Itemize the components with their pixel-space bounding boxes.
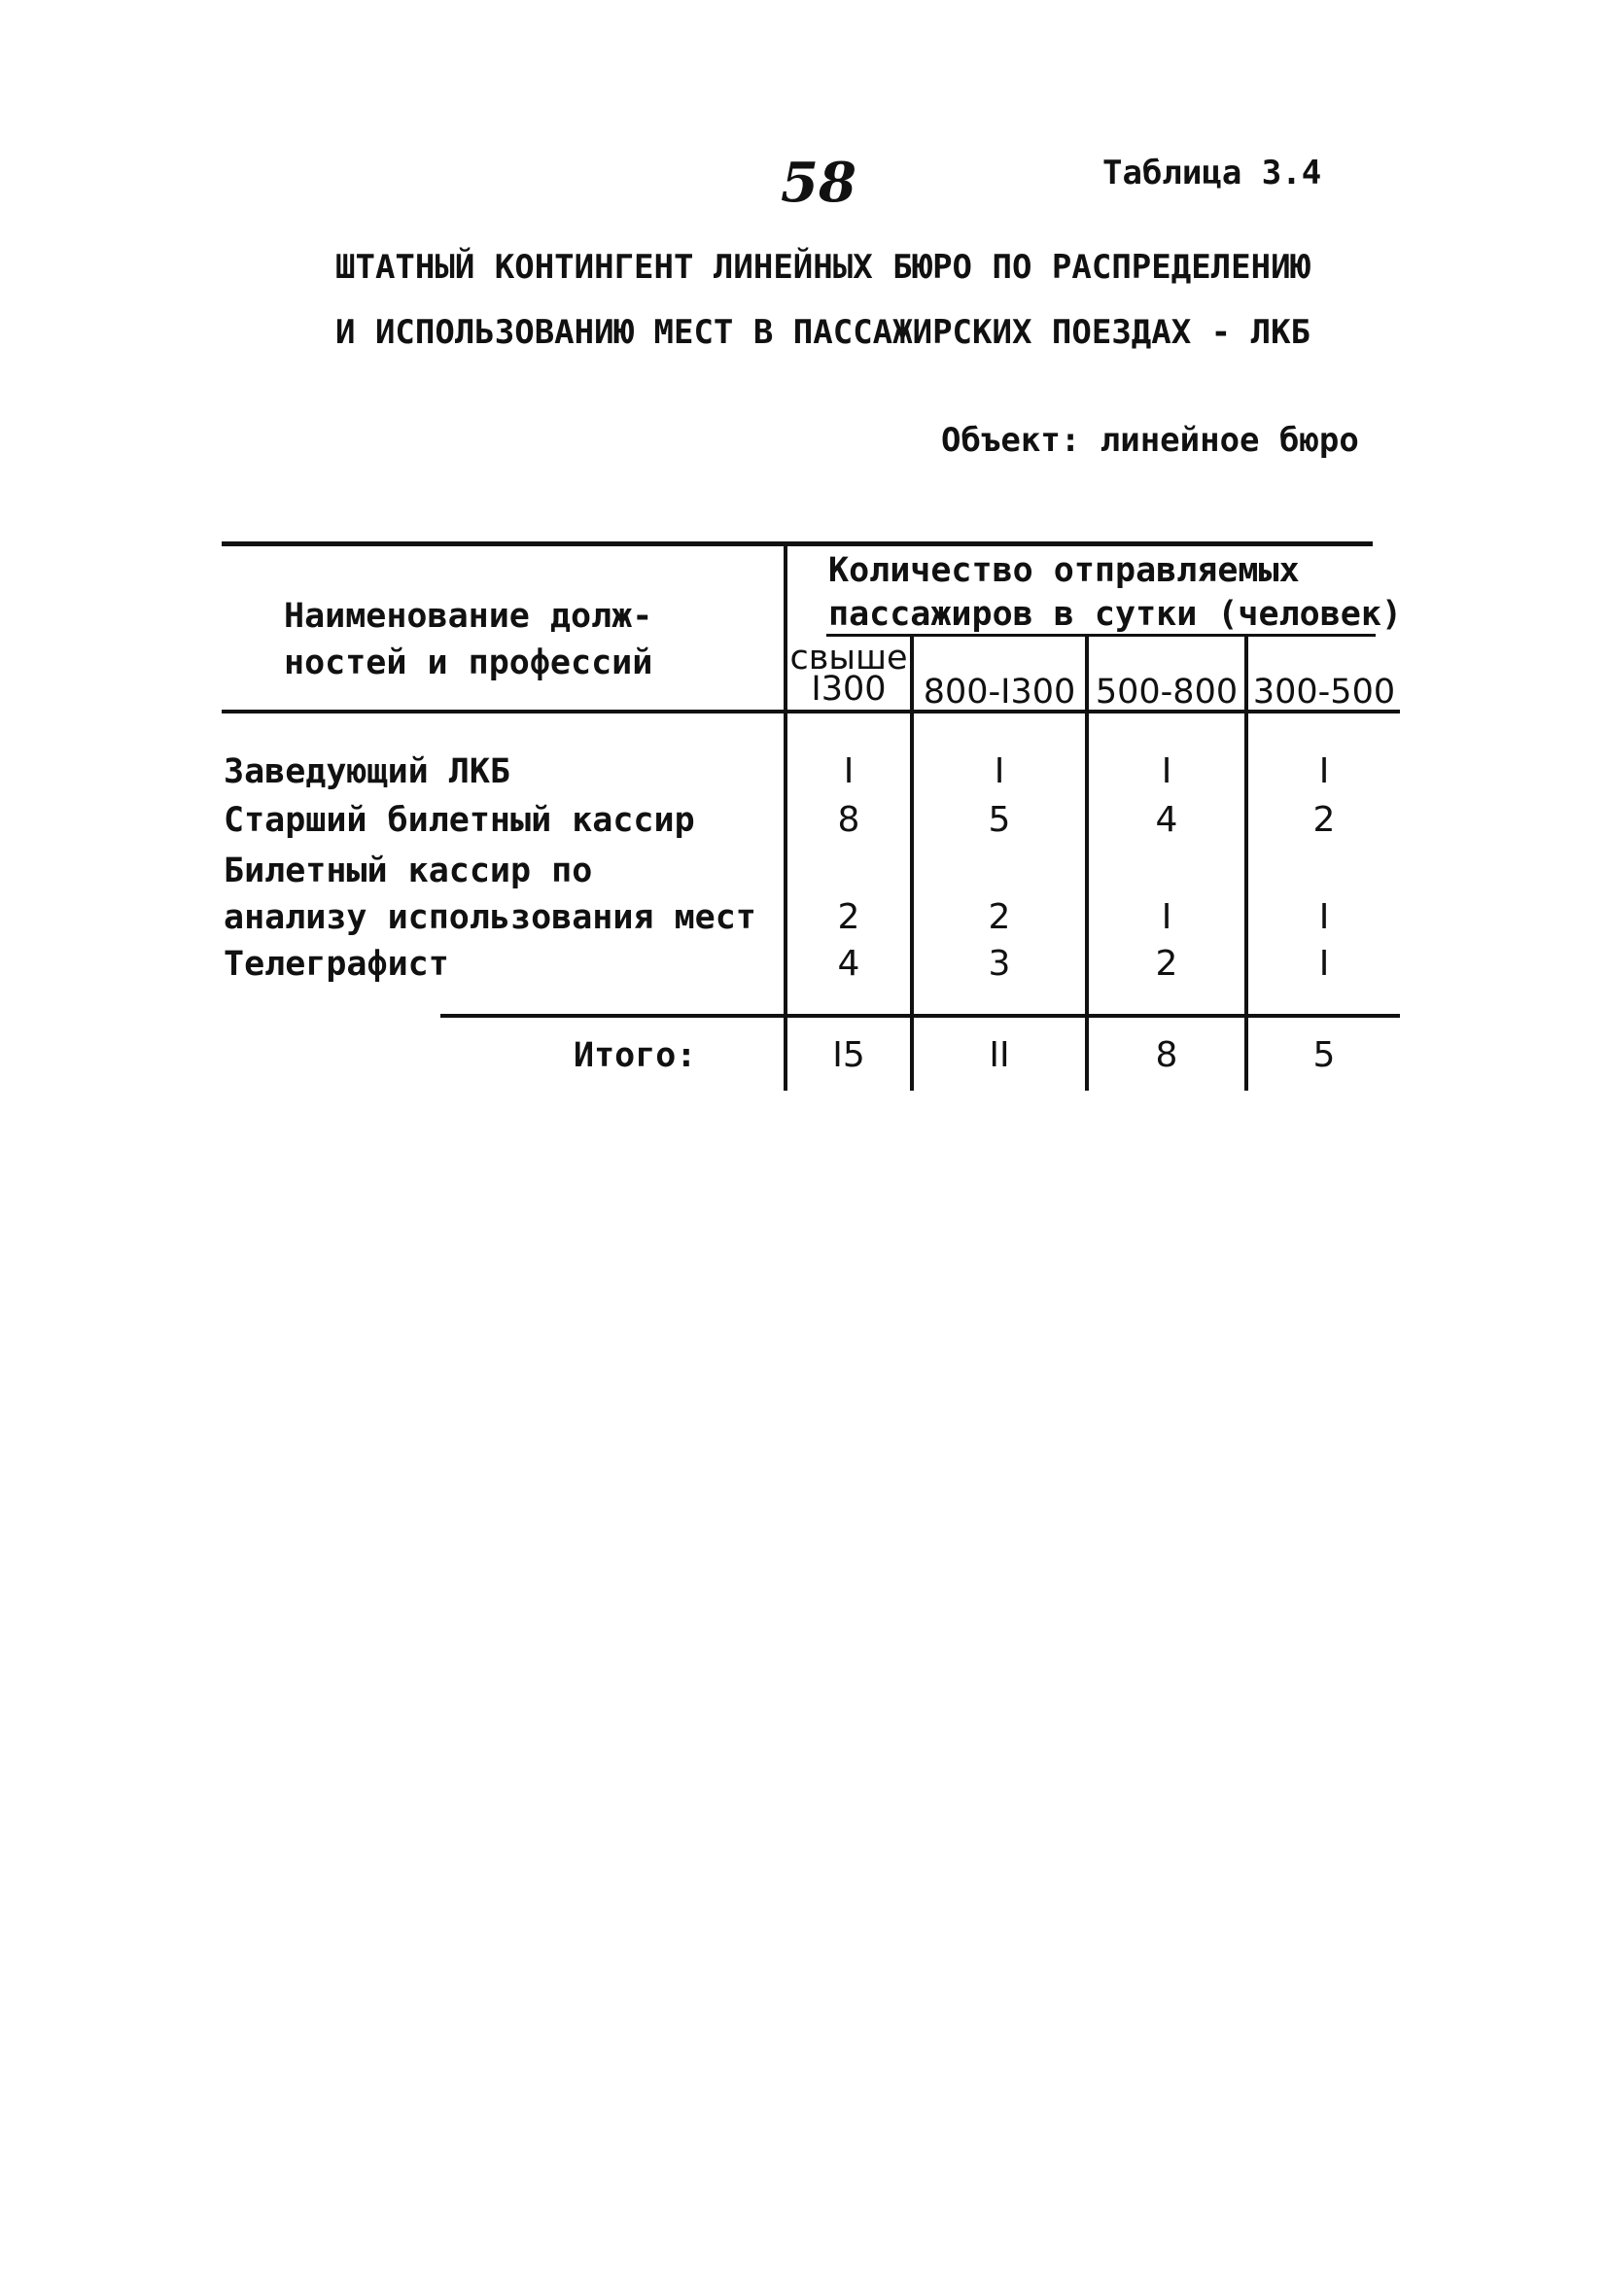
- row-value: 8: [837, 800, 860, 840]
- table-total-rule: [440, 1014, 1400, 1018]
- row-value: 3: [988, 944, 1011, 984]
- row-label: Старший билетный кассир: [224, 801, 695, 840]
- row-value: 2: [837, 897, 860, 937]
- row-label: Телеграфист: [224, 945, 449, 984]
- row-value: I: [843, 751, 855, 791]
- row-value: I: [1318, 897, 1330, 937]
- document-title-line-1: ШТАТНЫЙ КОНТИНГЕНТ ЛИНЕЙНЫХ БЮРО ПО РАСПРЕДЕЛЕНИЮ: [335, 248, 1311, 287]
- row-value: I: [1318, 944, 1330, 984]
- row-label: Билетный кассир по: [224, 852, 593, 890]
- row-value: I: [1161, 897, 1172, 937]
- total-value: II: [989, 1035, 1010, 1075]
- document-title-line-2: И ИСПОЛЬЗОВАНИЮ МЕСТ В ПАССАЖИРСКИХ ПОЕЗДАХ - ЛКБ: [335, 313, 1311, 352]
- table-caption: Таблица 3.4: [1102, 154, 1322, 192]
- name-header-line-1: Наименование долж-: [284, 597, 653, 636]
- row-label: Заведующий ЛКБ: [224, 752, 511, 791]
- page-number: 58: [781, 151, 856, 215]
- row-value: 2: [1312, 800, 1336, 840]
- row-value: I: [1318, 751, 1330, 791]
- row-value: 5: [988, 800, 1011, 840]
- row-value: 2: [988, 897, 1011, 937]
- table-divider-name: [784, 541, 787, 1091]
- total-value: I5: [832, 1035, 865, 1075]
- row-value: 4: [1155, 800, 1178, 840]
- total-label: Итого:: [574, 1036, 697, 1075]
- total-value: 5: [1312, 1035, 1336, 1075]
- row-label: анализу использования мест: [224, 898, 756, 937]
- name-header-line-2: ностей и профессий: [284, 644, 653, 682]
- group-header-line-2: пассажиров в сутки (человек): [828, 595, 1403, 634]
- object-line: Объект: линейное бюро: [941, 421, 1359, 460]
- group-header-line-1: Количество отправляемых: [828, 551, 1300, 590]
- table-top-rule: [222, 541, 1373, 546]
- column-header-800-1300: 800-I300: [923, 673, 1076, 712]
- total-value: 8: [1155, 1035, 1178, 1075]
- column-header-500-800: 500-800: [1095, 673, 1239, 712]
- row-value: I: [994, 751, 1005, 791]
- column-header-300-500: 300-500: [1252, 673, 1396, 712]
- column-header-over-1300-line-2: I300: [811, 670, 887, 709]
- row-value: 2: [1155, 944, 1178, 984]
- column-header-over-1300-line-1: свыше: [789, 639, 908, 678]
- row-value: I: [1161, 751, 1172, 791]
- row-value: 4: [837, 944, 860, 984]
